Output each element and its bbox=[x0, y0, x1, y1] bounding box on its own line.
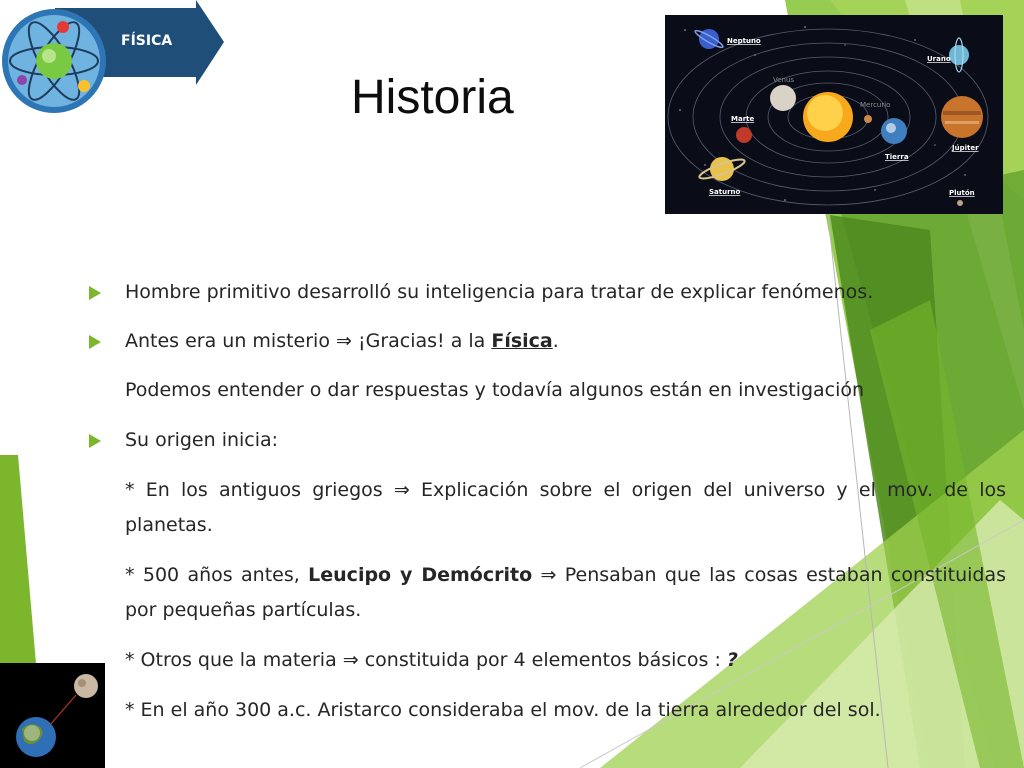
paragraph-origin: Su origen inicia: bbox=[125, 429, 279, 451]
bullet-icon bbox=[89, 286, 101, 300]
label-urano: Urano bbox=[927, 55, 951, 63]
implies-arrow: ⇒ bbox=[336, 330, 352, 352]
label-jupiter: Júpiter bbox=[952, 144, 979, 152]
paragraph-primitive-man: Hombre primitivo desarrolló su inteligencia para tratar de explicar fenómenos. bbox=[125, 281, 874, 303]
paragraph-mystery: Antes era un misterio ⇒ ¡Gracias! a la Física. bbox=[125, 330, 559, 352]
paragraph-elements: * Otros que la materia ⇒ constituida por 4 elementos básicos : ? bbox=[125, 649, 738, 671]
label-tierra: Tierra bbox=[885, 153, 909, 161]
label-marte: Marte bbox=[731, 115, 755, 123]
leucipo-democrito: Leucipo y Demócrito bbox=[308, 564, 533, 586]
paragraph-aristarco: * En el año 300 a.c. Aristarco consideraba el mov. de la tierra alrededor del sol. bbox=[125, 699, 881, 721]
label-venus: Venus bbox=[773, 76, 795, 84]
label-saturno: Saturno bbox=[709, 188, 741, 196]
implies-arrow: ⇒ bbox=[342, 649, 359, 671]
label-neptuno: Neptuno bbox=[727, 37, 761, 45]
page-title: Historia bbox=[351, 71, 514, 124]
paragraph-understanding: Podemos entender o dar respuestas y todavía algunos están en investigación bbox=[125, 379, 865, 401]
implies-arrow: ⇒ bbox=[393, 479, 410, 501]
label-mercurio: Mercurio bbox=[860, 101, 891, 109]
badge-label: FÍSICA bbox=[121, 33, 173, 49]
implies-arrow: ⇒ bbox=[540, 564, 557, 586]
label-pluton: Plutón bbox=[949, 189, 975, 197]
bullet-icon bbox=[89, 434, 101, 448]
paragraph-leucipo: * 500 años antes, Leucipo y Demócrito ⇒ Pensaban que las cosas estaban constituidas por pequeñas partículas. bbox=[125, 564, 1006, 621]
bullet-icon bbox=[89, 335, 101, 349]
paragraph-greeks: * En los antiguos griegos ⇒ Explicación sobre el origen del universo y el mov. de los planetas. bbox=[125, 479, 1006, 536]
fisica-emphasis: Física bbox=[491, 330, 553, 352]
question-mark: ? bbox=[726, 649, 738, 671]
